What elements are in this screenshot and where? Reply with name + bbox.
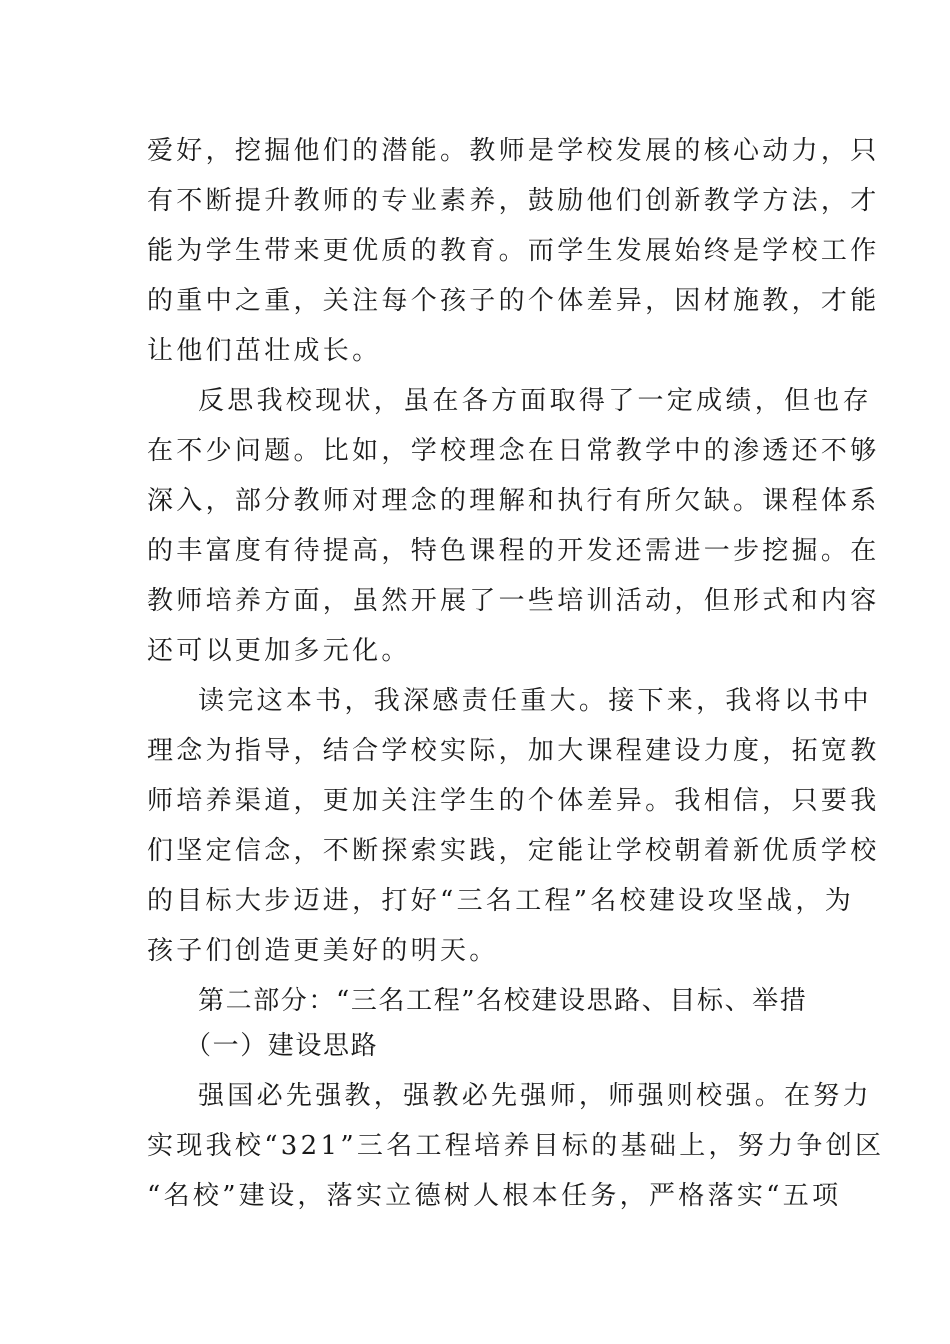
paragraph-1-line-4: 的重中之重，关注每个孩子的个体差异，因材施教，才能 <box>147 286 880 316</box>
paragraph-3-line-4: 们坚定信念，不断探索实践，定能让学校朝着新优质学校 <box>147 836 880 866</box>
paragraph-1-line-5: 让他们茁壮成长。 <box>147 336 382 366</box>
paragraph-1-line-3: 能为学生带来更优质的教育。而学生发展始终是学校工作 <box>147 236 880 266</box>
section-heading: 第二部分：“三名工程”名校建设思路、目标、举措 <box>198 986 808 1016</box>
paragraph-4-line-1: 强国必先强教，强教必先强师，师强则校强。在努力 <box>198 1081 872 1111</box>
paragraph-2-line-6: 还可以更加多元化。 <box>147 636 411 666</box>
paragraph-2-line-2: 在不少问题。比如，学校理念在日常教学中的渗透还不够 <box>147 436 880 466</box>
paragraph-3-line-2: 理念为指导，结合学校实际，加大课程建设力度，拓宽教 <box>147 736 880 766</box>
paragraph-3-line-3: 师培养渠道，更加关注学生的个体差异。我相信，只要我 <box>147 786 880 816</box>
paragraph-3-line-6: 孩子们创造更美好的明天。 <box>147 936 499 966</box>
paragraph-3-line-1: 读完这本书，我深感责任重大。接下来，我将以书中 <box>198 686 872 716</box>
paragraph-4-line-2: 实现我校“321”三名工程培养目标的基础上，努力争创区 <box>147 1131 885 1161</box>
paragraph-2-line-4: 的丰富度有待提高，特色课程的开发还需进一步挖掘。在 <box>147 536 880 566</box>
paragraph-2-line-3: 深入，部分教师对理念的理解和执行有所欠缺。课程体系 <box>147 486 880 516</box>
sub-heading: （一）建设思路 <box>185 1031 379 1061</box>
paragraph-3-line-5: 的目标大步迈进，打好“三名工程”名校建设攻坚战，为 <box>147 886 855 916</box>
paragraph-1-line-2: 有不断提升教师的专业素养，鼓励他们创新教学方法，才 <box>147 186 880 216</box>
paragraph-1-line-1: 爱好，挖掘他们的潜能。教师是学校发展的核心动力，只 <box>147 136 880 166</box>
paragraph-2-line-1: 反思我校现状，虽在各方面取得了一定成绩，但也存 <box>198 386 872 416</box>
paragraph-2-line-5: 教师培养方面，虽然开展了一些培训活动，但形式和内容 <box>147 586 880 616</box>
paragraph-4-line-3: “名校”建设，落实立德树人根本任务，严格落实“五项 <box>147 1181 842 1211</box>
